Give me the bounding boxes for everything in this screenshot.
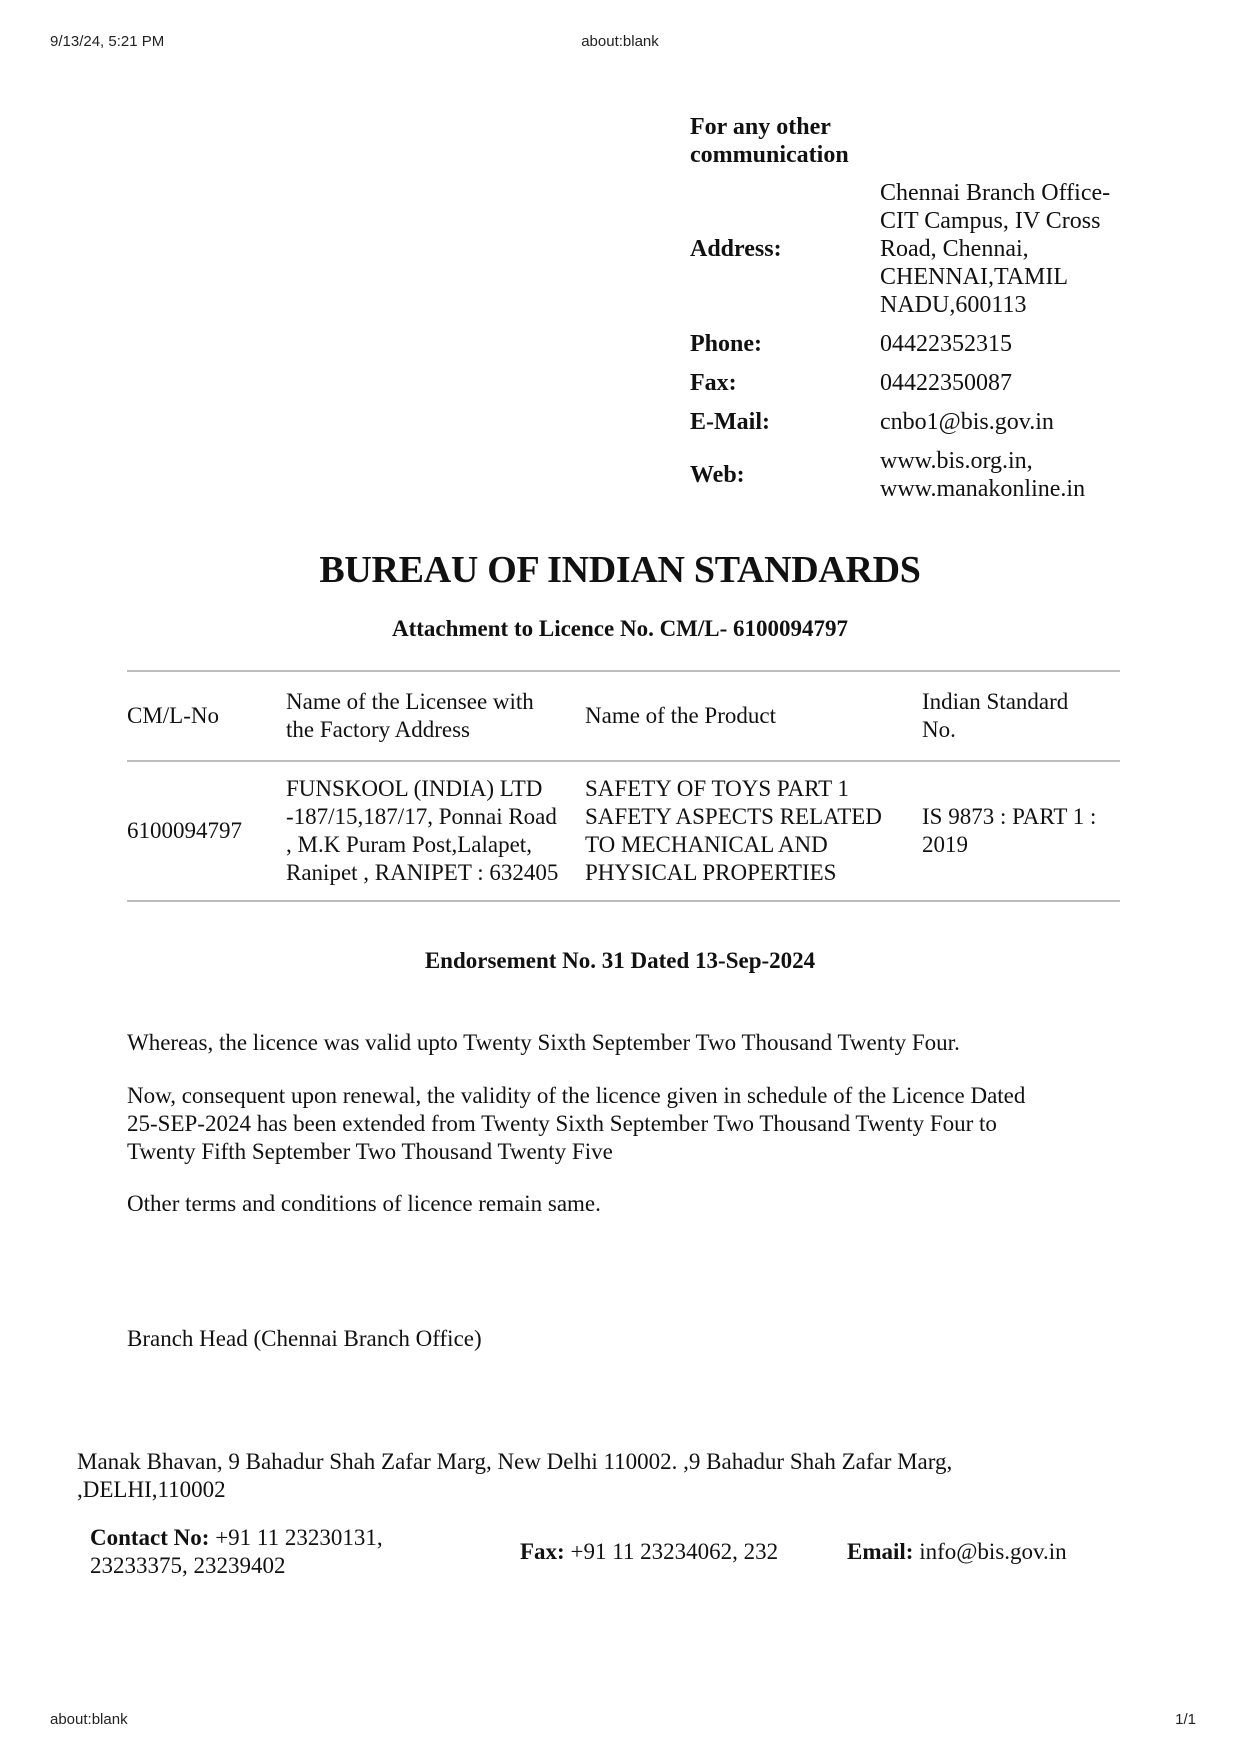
footer-fax xyxy=(520,1538,778,1566)
table-header-row xyxy=(127,672,1120,760)
footer-address: Manak Bhavan, 9 Bahadur Shah Zafar Marg, New Delhi 110002. ,9 Bahadur Shah Zafar Marg, ,DELHI,110002 xyxy=(77,1449,953,1502)
fax-label: Fax: xyxy=(690,370,737,396)
header-product: Name of the Product xyxy=(585,703,776,728)
web-link-bis[interactable]: www.bis.org.in, xyxy=(880,448,1033,474)
footer-contact-numbers xyxy=(90,1524,490,1580)
signatory: Branch Head (Chennai Branch Office) xyxy=(127,1326,482,1351)
cell-licensee: FUNSKOOL (INDIA) LTD -187/15,187/17, Ponnai Road , M.K Puram Post,Lalapet, Ranipet , RANIPET : 632405 xyxy=(286,776,559,885)
web-label: Web: xyxy=(690,462,745,488)
communication-title: For any other communication xyxy=(690,114,849,168)
header-licensee: Name of the Licensee with the Factory Address xyxy=(286,689,534,742)
phone-label: Phone: xyxy=(690,331,762,357)
communication-block xyxy=(690,113,1140,514)
footer-fax-label: Fax: xyxy=(520,1539,565,1564)
address-row xyxy=(690,179,1140,319)
email-row xyxy=(690,408,1140,436)
table-row xyxy=(127,762,1120,900)
print-footer-url: about:blank xyxy=(50,1711,128,1728)
web-link-manakonline[interactable]: www.manakonline.in xyxy=(880,476,1086,502)
cell-product: SAFETY OF TOYS PART 1 SAFETY ASPECTS RELATED TO MECHANICAL AND PHYSICAL PROPERTIES xyxy=(585,776,882,885)
cell-standard: IS 9873 : PART 1 : 2019 xyxy=(922,804,1097,857)
address-label: Address: xyxy=(690,236,782,262)
address-value: Chennai Branch Office- CIT Campus, IV Cross Road, Chennai, CHENNAI,TAMIL NADU,600113 xyxy=(880,180,1111,318)
footer-fax-value: +91 11 23234062, 232 xyxy=(564,1539,779,1564)
print-page-number: 1/1 xyxy=(1175,1711,1196,1728)
phone-row xyxy=(690,330,1140,358)
email-label: E-Mail: xyxy=(690,409,770,435)
footer-contact-value-1: +91 11 23230131, xyxy=(209,1525,383,1550)
footer-email-label: Email: xyxy=(847,1539,914,1564)
fax-row xyxy=(690,369,1140,397)
web-value xyxy=(880,447,1140,503)
web-row xyxy=(690,447,1140,503)
print-datetime: 9/13/24, 5:21 PM xyxy=(50,33,165,50)
phone-value: 04422352315 xyxy=(880,331,1012,357)
footer-email-value[interactable]: info@bis.gov.in xyxy=(913,1539,1067,1564)
email-value[interactable]: cnbo1@bis.gov.in xyxy=(880,409,1054,435)
licence-table xyxy=(127,670,1120,902)
footer-contact-value-2: 23233375, 23239402 xyxy=(90,1553,286,1578)
fax-value: 04422350087 xyxy=(880,370,1012,396)
table-bottom-rule xyxy=(127,900,1120,902)
endorsement-heading: Endorsement No. 31 Dated 13-Sep-2024 xyxy=(424,948,816,973)
paragraph-validity: Whereas, the licence was valid upto Twenty Sixth September Two Thousand Twenty Four. xyxy=(127,1030,960,1055)
attachment-subtitle: Attachment to Licence No. CM/L- 6100094797 xyxy=(391,616,849,641)
footer-contact-label: Contact No: xyxy=(90,1525,210,1550)
cell-cml-no: 6100094797 xyxy=(127,818,242,843)
page-title: BUREAU OF INDIAN STANDARDS xyxy=(319,549,921,591)
header-standard: Indian Standard No. xyxy=(922,689,1069,742)
print-url: about:blank xyxy=(581,33,659,50)
header-cml-no: CM/L-No xyxy=(127,703,219,728)
footer-email xyxy=(847,1538,1067,1566)
paragraph-terms: Other terms and conditions of licence remain same. xyxy=(127,1191,601,1216)
paragraph-renewal: Now, consequent upon renewal, the validity of the licence given in schedule of the Licence Dated 25-SEP-2024 has been extended from Twenty Sixth September Two Thousand Twenty Four to Twenty Fifth September Two Thousand Twenty Five xyxy=(127,1083,1026,1164)
